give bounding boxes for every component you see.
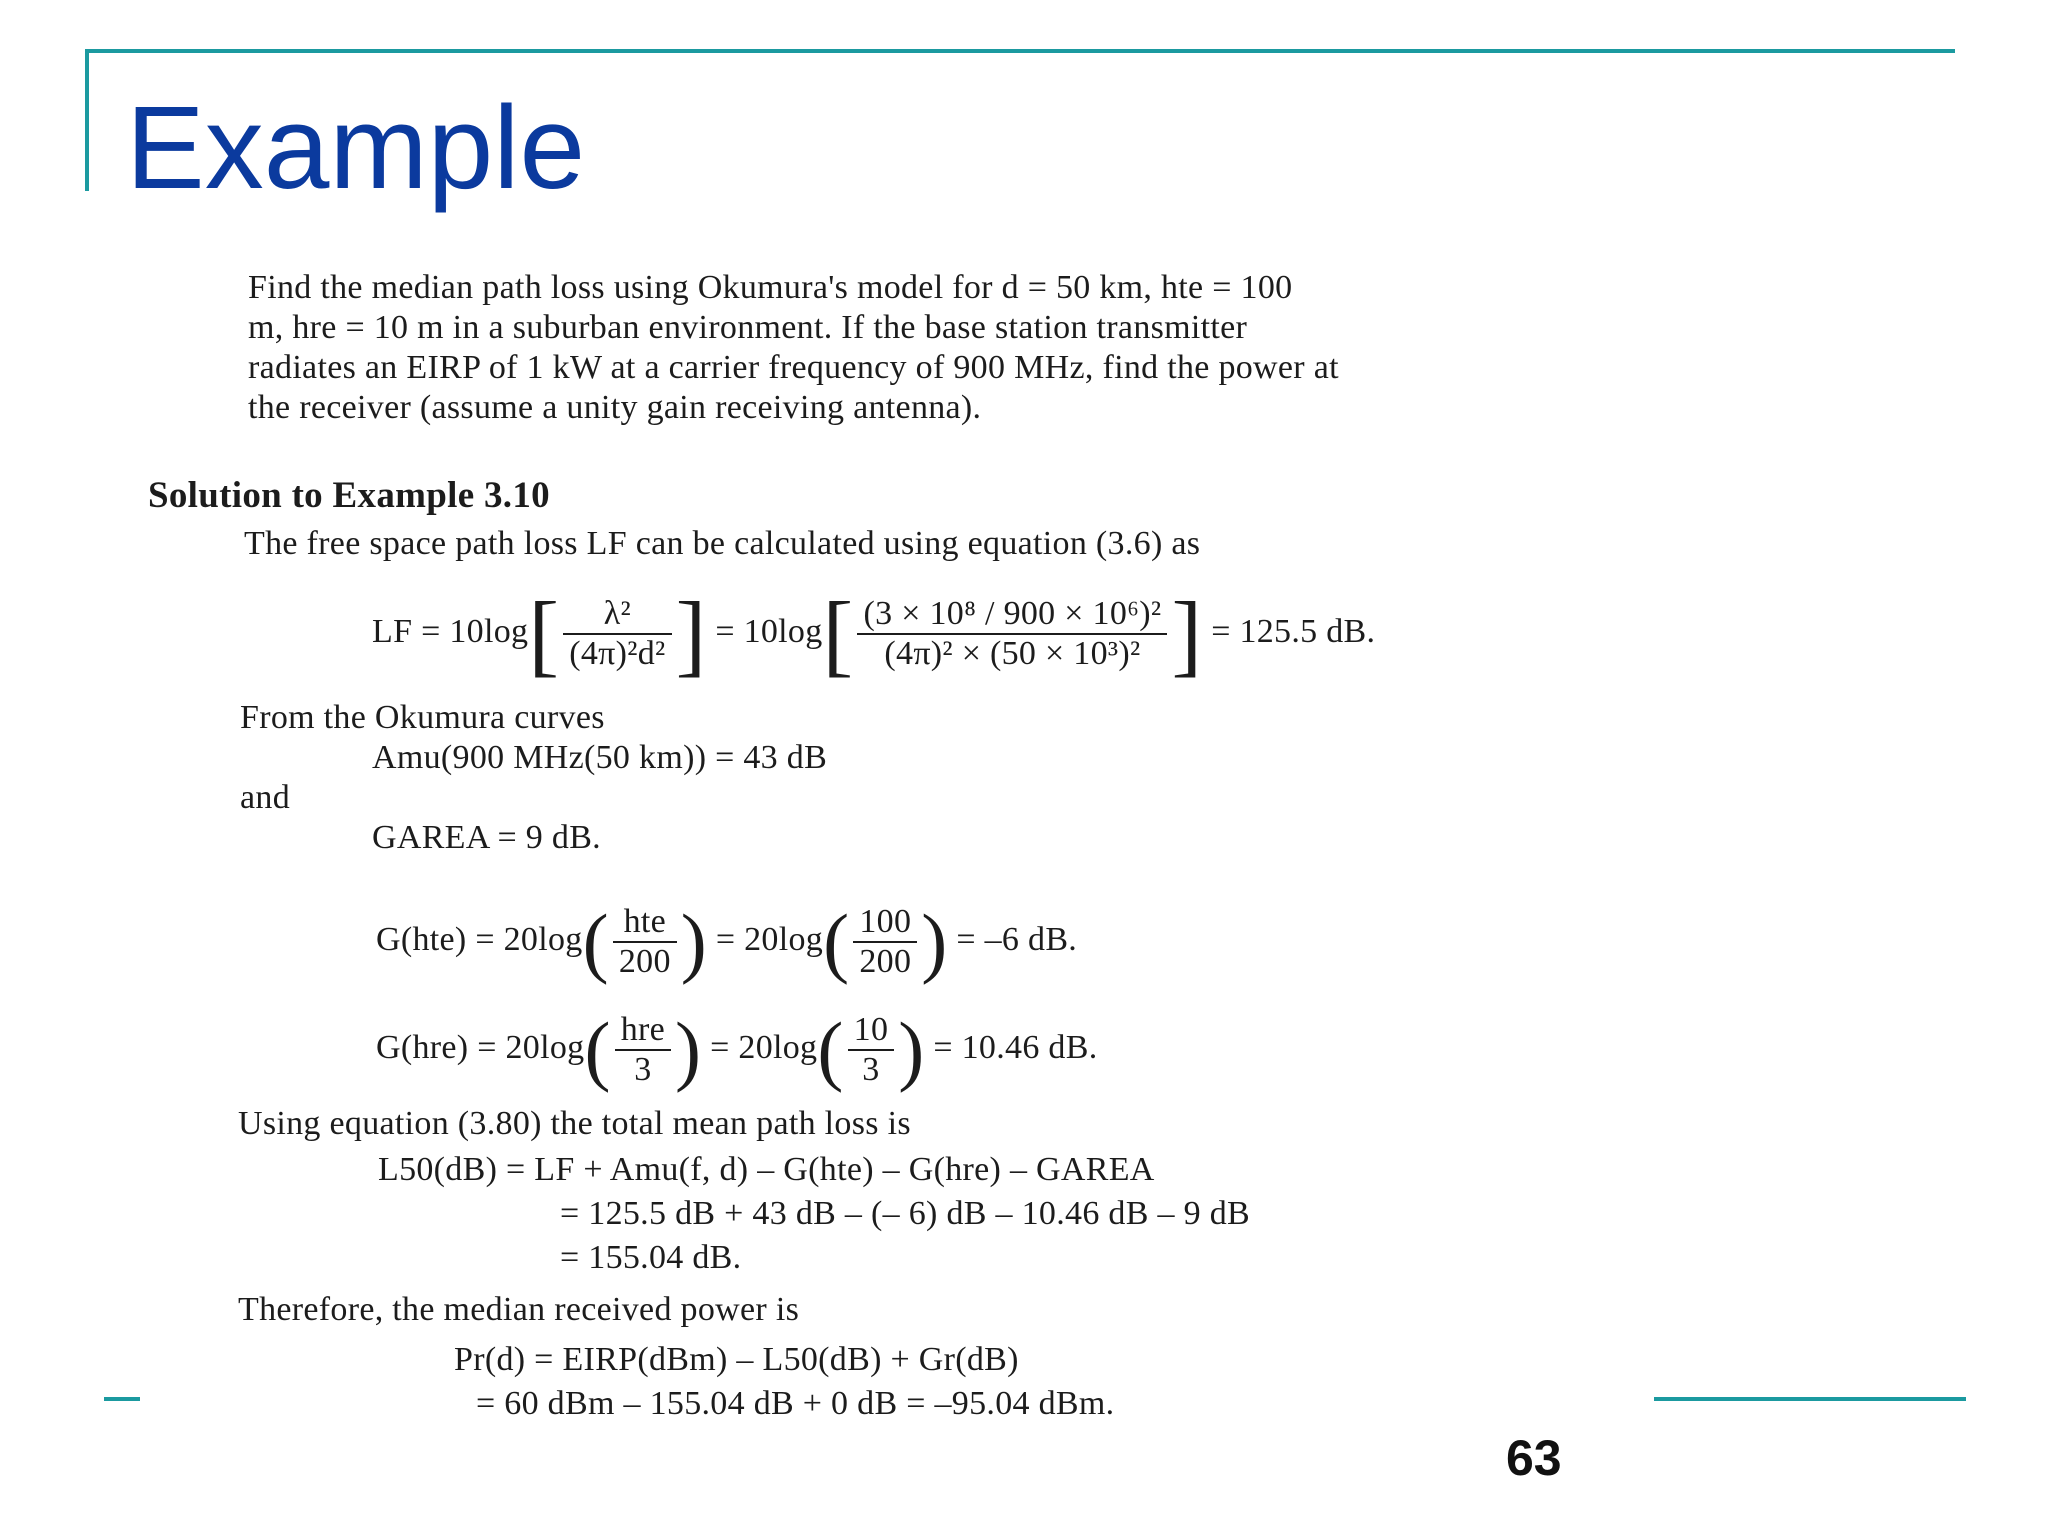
power-line-2: = 60 dBm – 155.04 dB + 0 dB = –95.04 dBm. xyxy=(476,1385,1115,1422)
fraction-denominator: 200 xyxy=(613,941,677,981)
g-hre-lhs: G(hre) = 20log xyxy=(376,1029,585,1066)
fraction-denominator: (4π)² × (50 × 10³)² xyxy=(857,633,1167,673)
bracket-open: [ xyxy=(528,583,560,686)
fraction-denominator: (4π)²d² xyxy=(563,633,671,673)
solution-heading: Solution to Example 3.10 xyxy=(148,475,550,516)
left-border-line xyxy=(85,49,89,191)
bracket-close: ] xyxy=(1171,583,1203,686)
free-space-lhs: LF = 10log xyxy=(372,613,529,650)
slide-title: Example xyxy=(126,82,586,214)
problem-line-3: radiates an EIRP of 1 kW at a carrier frequency of 900 MHz, find the power at xyxy=(248,349,1339,386)
okumura-intro: From the Okumura curves xyxy=(240,699,605,736)
bracket-open: [ xyxy=(822,583,854,686)
fraction-numerator: (3 × 10⁸ / 900 × 10⁶)² xyxy=(863,595,1162,633)
free-space-equation xyxy=(372,583,1376,686)
g-hre-fraction-1 xyxy=(615,1011,671,1089)
free-space-fraction-1 xyxy=(563,595,671,673)
garea-value: GAREA = 9 dB. xyxy=(372,819,601,856)
free-space-result: = 125.5 dB. xyxy=(1211,613,1376,650)
paren-close: ) xyxy=(921,898,948,986)
g-hre-equation xyxy=(376,1006,1098,1094)
paren-close: ) xyxy=(680,898,708,986)
paren-open: ( xyxy=(823,898,850,986)
fraction-numerator: 100 xyxy=(859,903,912,941)
paren-close: ) xyxy=(675,1006,702,1094)
fraction-numerator: hre xyxy=(620,1011,666,1049)
and-word: and xyxy=(240,779,290,816)
problem-line-4: the receiver (assume a unity gain receiving antenna). xyxy=(248,389,982,426)
loss-intro: Using equation (3.80) the total mean path loss is xyxy=(238,1105,911,1142)
loss-line-3: = 155.04 dB. xyxy=(560,1239,742,1276)
g-hre-eq2: = 20log xyxy=(710,1029,818,1066)
g-hte-equation xyxy=(376,898,1078,986)
paren-open: ( xyxy=(582,898,609,986)
fraction-denominator: 200 xyxy=(853,941,917,981)
loss-line-2: = 125.5 dB + 43 dB – (– 6) dB – 10.46 dB – 9 dB xyxy=(560,1195,1250,1232)
free-space-eq2: = 10log xyxy=(715,613,823,650)
bracket-close: ] xyxy=(675,583,707,686)
g-hte-lhs: G(hte) = 20log xyxy=(376,921,583,958)
fraction-numerator: hte xyxy=(623,903,667,941)
g-hte-fraction-2 xyxy=(853,903,917,981)
power-line-1: Pr(d) = EIRP(dBm) – L50(dB) + Gr(dB) xyxy=(454,1341,1019,1378)
g-hte-fraction-1 xyxy=(613,903,677,981)
paren-open: ( xyxy=(584,1006,611,1094)
fraction-denominator: 3 xyxy=(615,1049,671,1089)
bottom-left-line xyxy=(104,1397,140,1401)
bottom-right-line xyxy=(1654,1397,1966,1401)
paren-close: ) xyxy=(898,1006,925,1094)
g-hte-result: = –6 dB. xyxy=(956,921,1078,958)
g-hre-result: = 10.46 dB. xyxy=(933,1029,1098,1066)
power-intro: Therefore, the median received power is xyxy=(238,1291,800,1328)
top-border-line xyxy=(85,49,1955,53)
problem-line-2: m, hre = 10 m in a suburban environment. If the base station transmitter xyxy=(248,309,1248,346)
g-hre-fraction-2 xyxy=(848,1011,895,1089)
free-space-fraction-2 xyxy=(857,595,1167,673)
g-hte-eq2: = 20log xyxy=(715,921,824,958)
fraction-denominator: 3 xyxy=(848,1049,895,1089)
amu-value: Amu(900 MHz(50 km)) = 43 dB xyxy=(372,739,828,776)
free-space-intro: The free space path loss LF can be calculated using equation (3.6) as xyxy=(244,525,1201,562)
slide-number: 63 xyxy=(1506,1430,1562,1486)
fraction-numerator: 10 xyxy=(853,1011,889,1049)
paren-open: ( xyxy=(817,1006,844,1094)
problem-line-1: Find the median path loss using Okumura's model for d = 50 km, hte = 100 xyxy=(248,269,1293,306)
fraction-numerator: λ² xyxy=(603,595,632,633)
loss-line-1: L50(dB) = LF + Amu(f, d) – G(hte) – G(hre) – GAREA xyxy=(378,1151,1155,1188)
